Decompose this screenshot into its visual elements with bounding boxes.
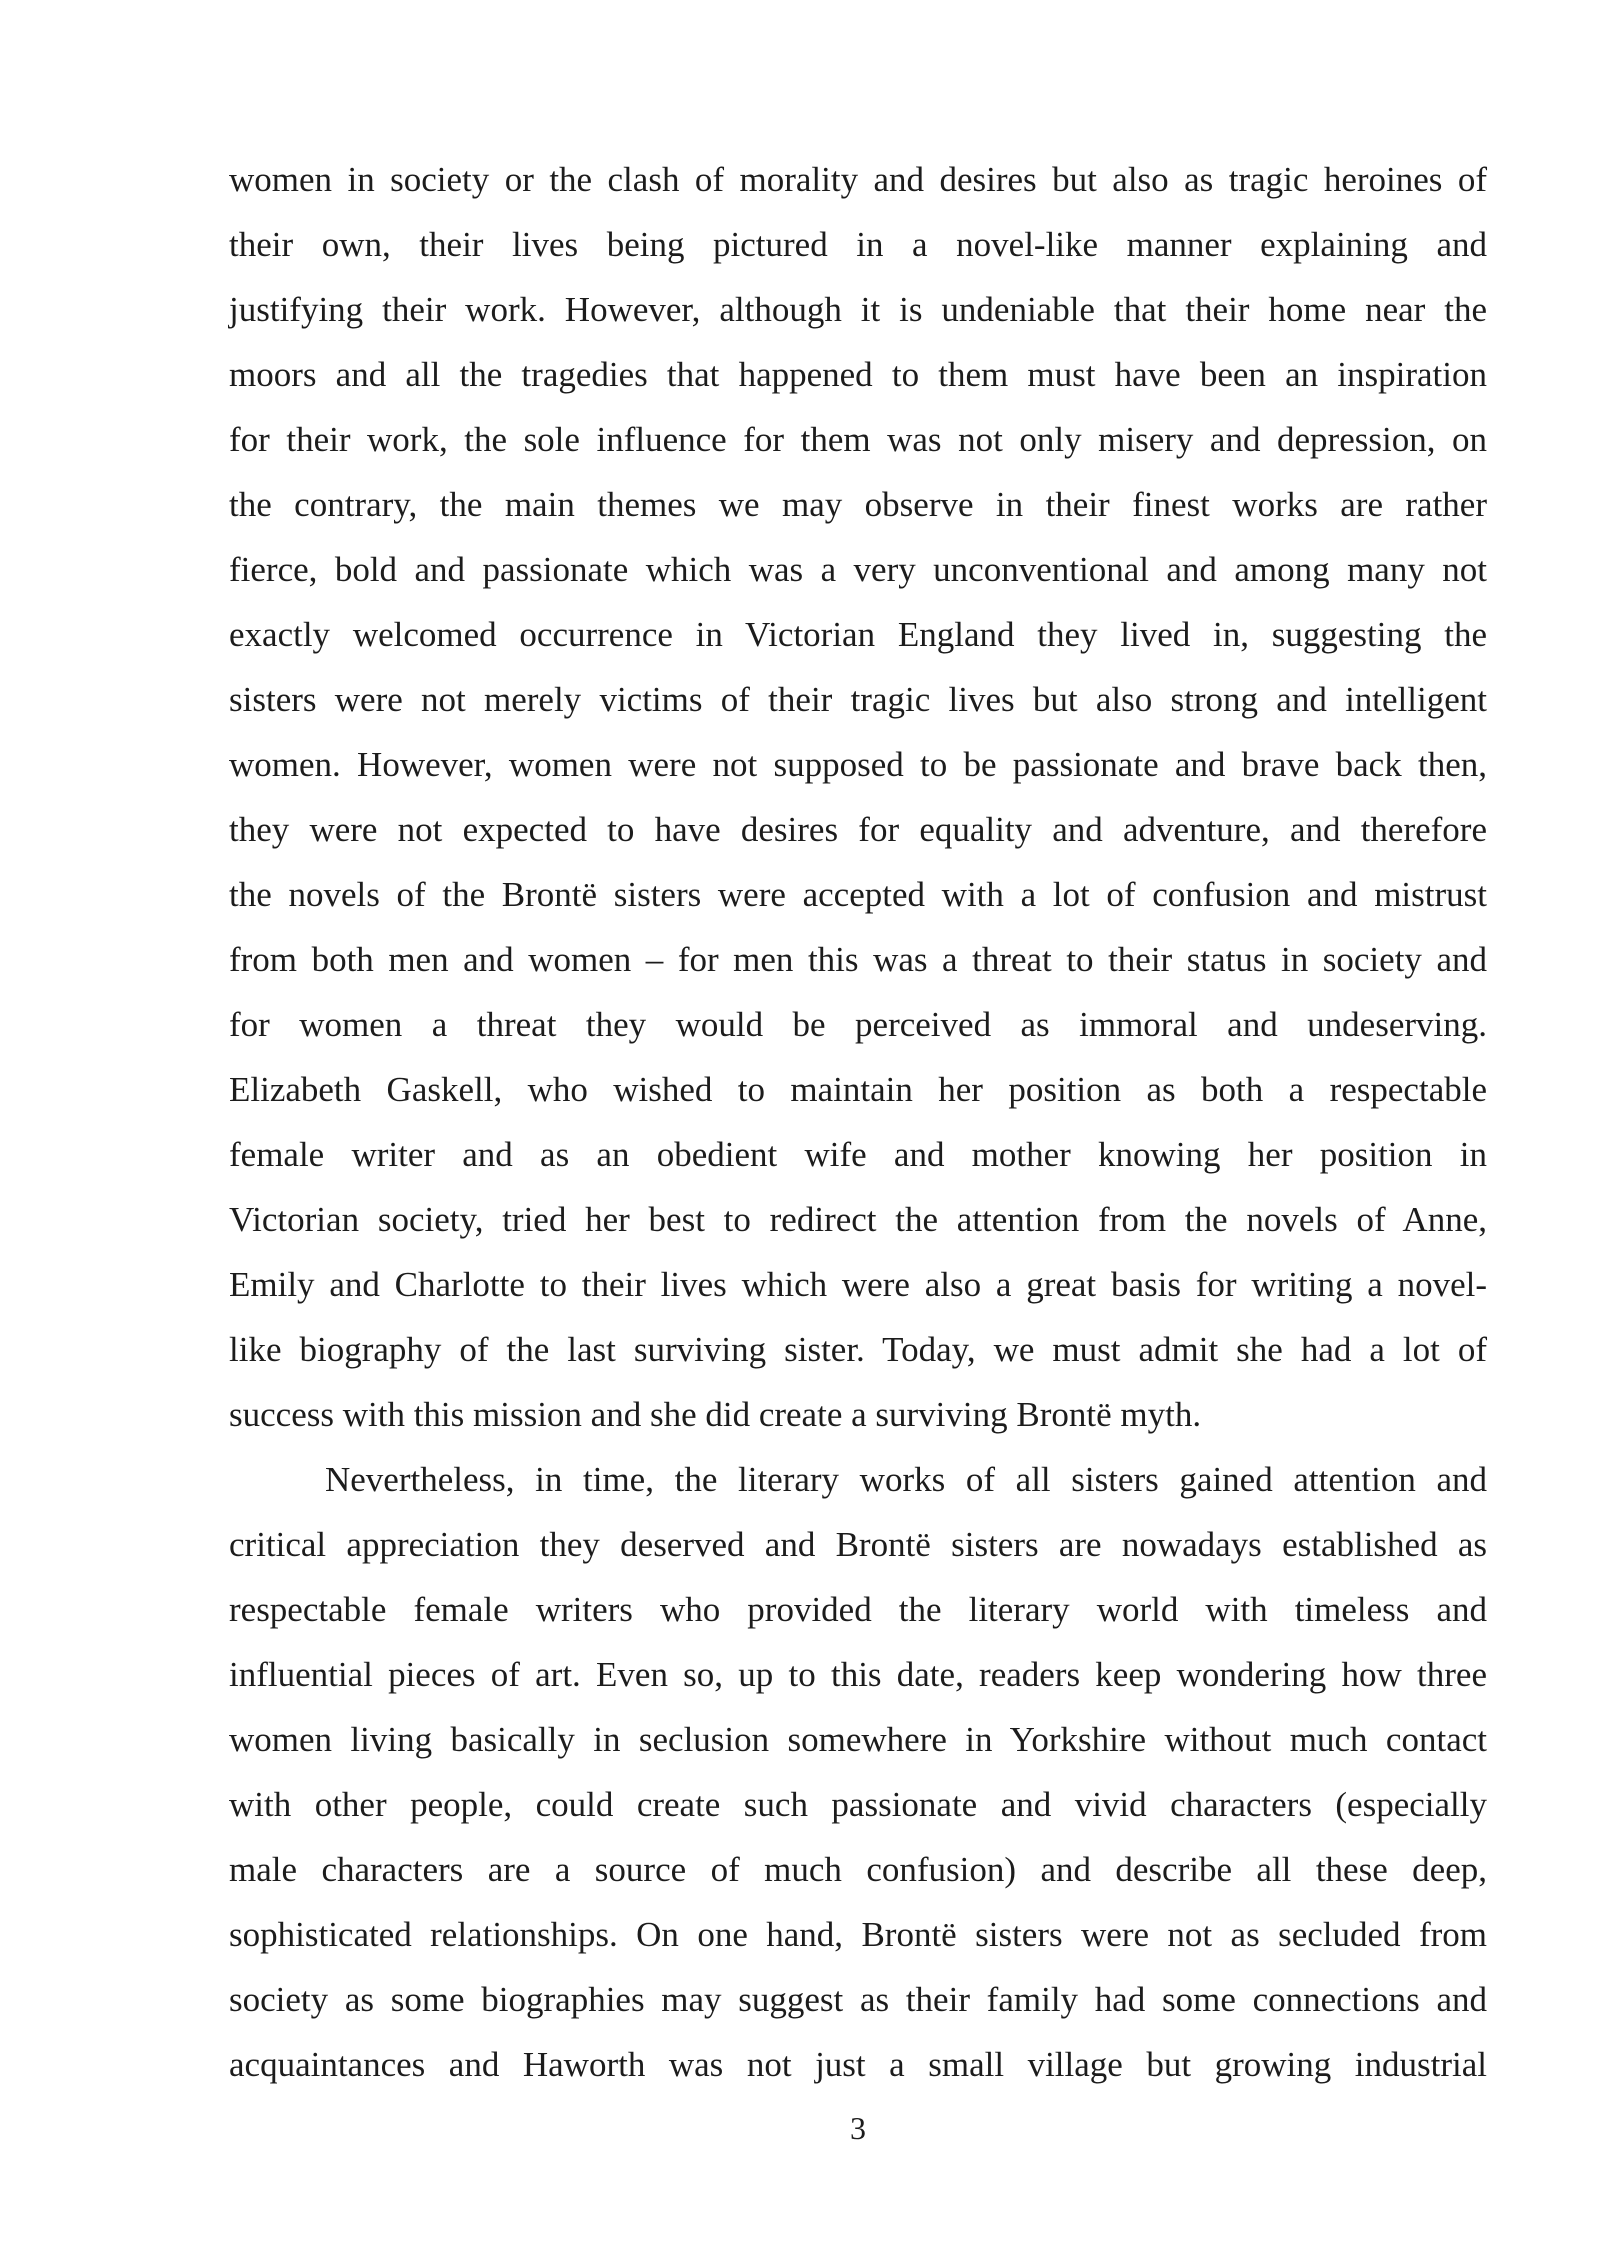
paragraph-2-line: respectable female writers who provided the literary world with timeless and [229,1590,1487,1629]
paragraph-1-line: like biography of the last surviving sister. Today, we must admit she had a lot of [229,1330,1487,1369]
paragraph-1-line: exactly welcomed occurrence in Victorian England they lived in, suggesting the [229,615,1487,654]
paragraph-1-line: women in society or the clash of morality and desires but also as tragic heroines of [229,160,1487,199]
paragraph-1-line: moors and all the tragedies that happened to them must have been an inspiration [229,355,1487,394]
paragraph-1-line: justifying their work. However, although it is undeniable that their home near the [229,290,1487,329]
paragraph-2-line: acquaintances and Haworth was not just a small village but growing industrial [229,2045,1487,2084]
paragraph-2-line: critical appreciation they deserved and Brontë sisters are nowadays established as [229,1525,1487,1564]
paragraph-1-line: Elizabeth Gaskell, who wished to maintain her position as both a respectable [229,1070,1487,1109]
paragraph-1-line: women. However, women were not supposed to be passionate and brave back then, [229,745,1487,784]
paragraph-2-line: influential pieces of art. Even so, up to this date, readers keep wondering how three [229,1655,1487,1694]
paragraph-2-line: society as some biographies may suggest as their family had some connections and [229,1980,1487,2019]
paragraph-1-line: they were not expected to have desires for equality and adventure, and therefore [229,810,1487,849]
page-number: 3 [850,2110,866,2146]
paragraph-1-line: Emily and Charlotte to their lives which were also a great basis for writing a novel- [229,1265,1487,1304]
paragraph-1-line: their own, their lives being pictured in a novel-like manner explaining and [229,225,1487,264]
paragraph-1-line: success with this mission and she did create a surviving Brontë myth. [229,1395,1202,1434]
paragraph-1-line: Victorian society, tried her best to redirect the attention from the novels of Anne, [229,1200,1487,1239]
paragraph-2-line: women living basically in seclusion somewhere in Yorkshire without much contact [229,1720,1487,1759]
body-text [229,147,1487,2097]
paragraph-1-line: for women a threat they would be perceived as immoral and undeserving. [229,1005,1487,1044]
paragraph-2-line: Nevertheless, in time, the literary works of all sisters gained attention and [325,1460,1487,1499]
paragraph-2-line: sophisticated relationships. On one hand, Brontë sisters were not as secluded from [229,1915,1487,1954]
paragraph-1-line: for their work, the sole influence for them was not only misery and depression, on [229,420,1487,459]
paragraph-1-line: fierce, bold and passionate which was a very unconventional and among many not [229,550,1487,589]
paragraph-1-line: from both men and women – for men this was a threat to their status in society and [229,940,1487,979]
paragraph-1-line: female writer and as an obedient wife and mother knowing her position in [229,1135,1487,1174]
paragraph-2-line: male characters are a source of much confusion) and describe all these deep, [229,1850,1487,1889]
paragraph-1-line: the contrary, the main themes we may observe in their finest works are rather [229,485,1487,524]
paragraph-1-line: sisters were not merely victims of their tragic lives but also strong and intelligent [229,680,1487,719]
paragraph-2-line: with other people, could create such passionate and vivid characters (especially [229,1785,1487,1824]
paragraph-1-line: the novels of the Brontë sisters were accepted with a lot of confusion and mistrust [229,875,1487,914]
